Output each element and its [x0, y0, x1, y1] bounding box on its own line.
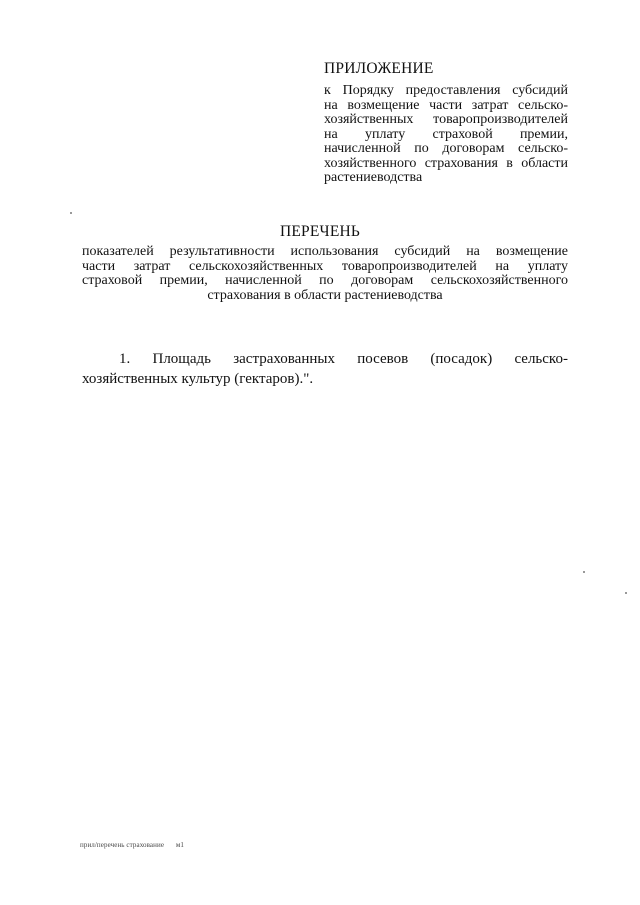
footer-filename [80, 841, 184, 849]
footer-mark: м1 [175, 841, 185, 849]
appendix-line: на возмещение части затрат сельско- [324, 97, 568, 113]
list-item-number: 1. [119, 351, 131, 367]
appendix-line: растениеводства [324, 170, 423, 185]
scan-speck [583, 571, 585, 573]
list-item-word: посевов [357, 351, 409, 367]
appendix-title: ПРИЛОЖЕНИЕ [324, 60, 434, 77]
appendix-line: хозяйственных товаропроизводителей [324, 112, 568, 127]
subtitle-line: показателей результативности использования субсидий на возмещение [82, 244, 568, 259]
list-item-word: застрахованных [233, 351, 335, 367]
list-item-word: Площадь [152, 351, 211, 367]
footer-filename-text: прил/перечень страхование [80, 841, 165, 849]
list-item [82, 349, 568, 389]
subtitle-line: страхования в области растениеводства [207, 287, 443, 303]
list-item-first-line [82, 349, 568, 369]
appendix-line: хозяйственного страхования в области [324, 155, 568, 171]
scan-speck [70, 212, 72, 214]
appendix-line: к Порядку предоставления субсидий [324, 83, 568, 98]
list-item-word: сельско- [514, 351, 568, 367]
appendix-line: начисленной по договорам сельско- [324, 141, 568, 156]
scan-speck [625, 592, 627, 594]
appendix-line: на уплату страховой премии, [324, 126, 568, 142]
list-item-word: (посадок) [430, 351, 493, 367]
document-subtitle [82, 245, 568, 303]
appendix-text [324, 84, 568, 186]
subtitle-line: части затрат сельскохозяйственных товаропроизводителей на уплату [82, 258, 568, 274]
list-item-second-line: хозяйственных культур (гектаров).". [82, 371, 314, 387]
subtitle-line: страховой премии, начисленной по договорам сельскохозяйственного [82, 273, 568, 288]
document-heading: ПЕРЕЧЕНЬ [280, 223, 360, 240]
